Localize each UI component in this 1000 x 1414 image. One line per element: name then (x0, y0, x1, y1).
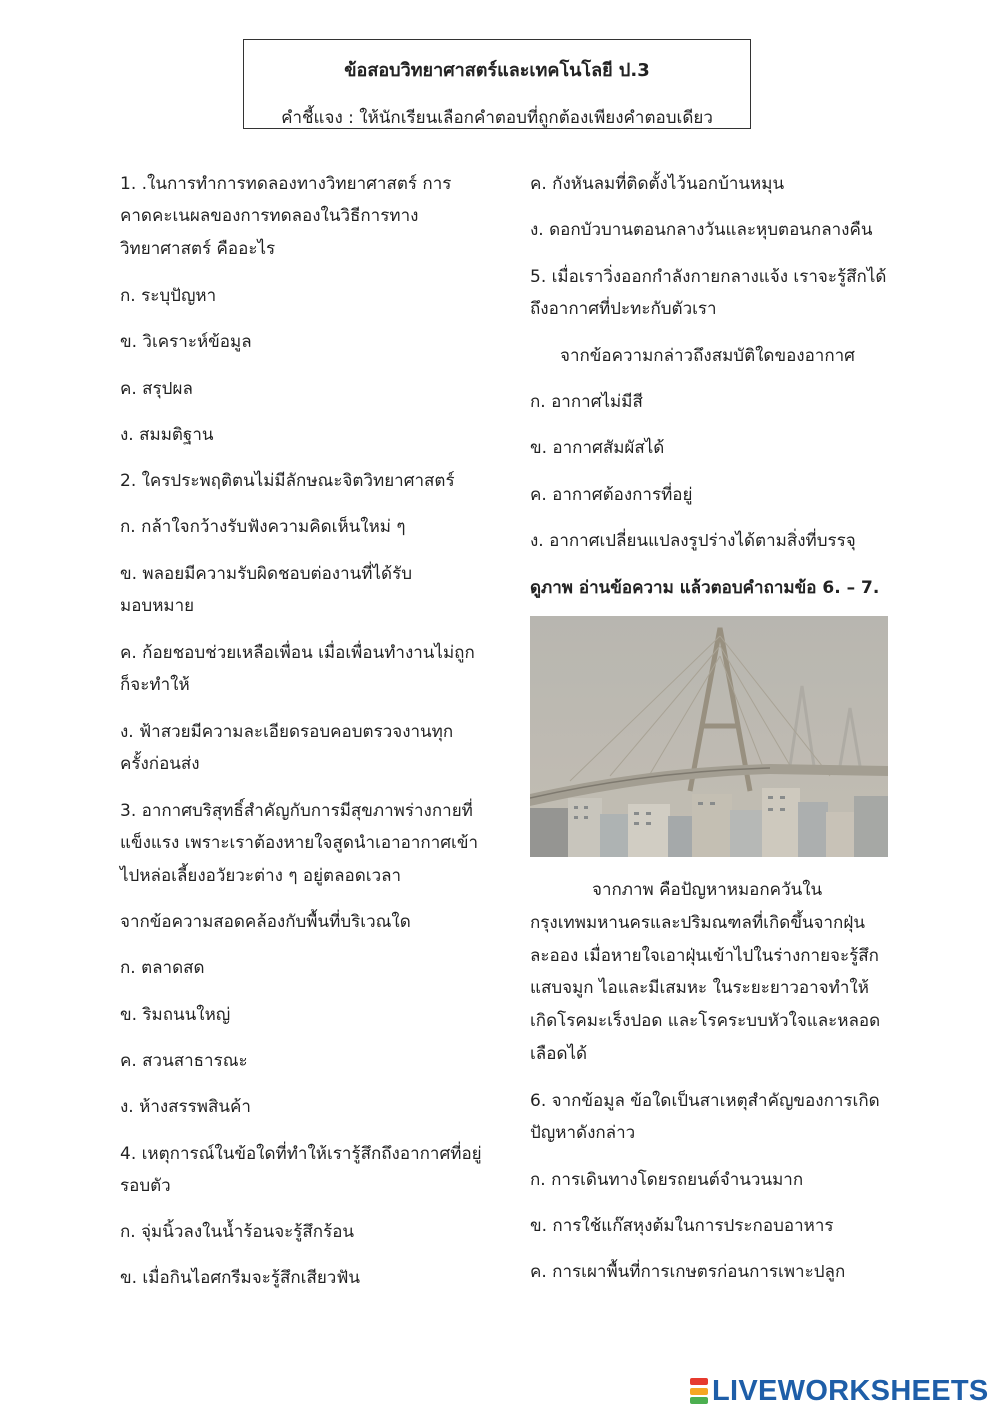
q5-line-2: ถึงอากาศที่ปะทะกับตัวเรา (530, 299, 717, 319)
worksheet-title: ข้อสอบวิทยาศาสตร์และเทคโนโลยี ป.3 (344, 60, 650, 81)
q3-option-c[interactable]: ค. สวนสาธารณะ (120, 1051, 248, 1071)
q5-option-d[interactable]: ง. อากาศเปลี่ยนแปลงรูปร่างได้ตามสิ่งที่บรรจุ (530, 531, 856, 551)
passage-line-6: เลือดได้ (530, 1044, 588, 1064)
liveworksheets-logo[interactable] (690, 1374, 989, 1408)
q5-option-a[interactable]: ก. อากาศไม่มีสี (530, 392, 643, 412)
q4-option-d[interactable]: ง. ดอกบัวบานตอนกลางวันและหุบตอนกลางคืน (530, 220, 873, 240)
q4-option-c[interactable]: ค. กังหันลมที่ติดตั้งไว้นอกบ้านหมุน (530, 174, 785, 194)
q1-line-1: 1. .ในการทำการทดลองทางวิทยาศาสตร์ การ (120, 174, 452, 194)
q2-option-b-line-2[interactable]: มอบหมาย (120, 596, 195, 616)
q4-line-1: 4. เหตุการณ์ในข้อใดที่ทำให้เรารู้สึกถึงอากาศที่อยู่ (120, 1144, 482, 1164)
q5-option-c[interactable]: ค. อากาศต้องการที่อยู่ (530, 485, 693, 505)
q2-option-a[interactable]: ก. กล้าใจกว้างรับฟังความคิดเห็นใหม่ ๆ (120, 517, 406, 537)
q5-option-b[interactable]: ข. อากาศสัมผัสได้ (530, 438, 665, 458)
q3-line-3: ไปหล่อเลี้ยงอวัยวะต่าง ๆ อยู่ตลอดเวลา (120, 866, 402, 886)
q6-option-a[interactable]: ก. การเดินทางโดยรถยนต์จำนวนมาก (530, 1170, 804, 1190)
logo-mark-icon (690, 1378, 708, 1404)
header-box (243, 39, 751, 129)
logo-bar-1 (690, 1378, 708, 1385)
passage-line-4: แสบจมูก ไอและมีเสมหะ ในระยะยาวอาจทำให้ (530, 978, 869, 998)
smog-bridge-photo (530, 616, 888, 857)
q3-line-4: จากข้อความสอดคล้องกับพื้นที่บริเวณใด (120, 912, 411, 932)
passage-line-5: เกิดโรคมะเร็งปอด และโรคระบบหัวใจและหลอด (530, 1011, 881, 1031)
q2-option-d-line-1[interactable]: ง. ฟ้าสวยมีความละเอียดรอบคอบตรวจงานทุก (120, 722, 454, 742)
q3-line-1: 3. อากาศบริสุทธิ์สำคัญกับการมีสุขภาพร่างกายที่ (120, 801, 473, 821)
q1-line-2: คาดคะเนผลของการทดลองในวิธีการทาง (120, 206, 419, 226)
q6-line-2: ปัญหาดังกล่าว (530, 1123, 636, 1143)
q2-option-c-line-1[interactable]: ค. ก้อยชอบช่วยเหลือเพื่อน เมื่อเพื่อนทำงานไม่ถูก (120, 643, 475, 663)
q3-line-2: แข็งแรง เพราะเราต้องหายใจสูดนำเอาอากาศเข้า (120, 833, 479, 853)
q2-option-c-line-2[interactable]: ก็จะทำให้ (120, 675, 190, 695)
q3-option-d[interactable]: ง. ห้างสรรพสินค้า (120, 1097, 251, 1117)
passage-line-1: จากภาพ คือปัญหาหมอกควันใน (592, 880, 823, 900)
q5-line-1: 5. เมื่อเราวิ่งออกกำลังกายกลางแจ้ง เราจะรู้สึกได้ (530, 267, 887, 287)
q1-line-3: วิทยาศาสตร์ คืออะไร (120, 239, 276, 259)
q5-line-3: จากข้อความกล่าวถึงสมบัติใดของอากาศ (560, 346, 855, 366)
q1-option-c[interactable]: ค. สรุปผล (120, 379, 193, 399)
q6-option-c[interactable]: ค. การเผาพื้นที่การเกษตรก่อนการเพาะปลูก (530, 1262, 846, 1282)
q2-option-b-line-1[interactable]: ข. พลอยมีความรับผิดชอบต่องานที่ได้รับ (120, 564, 412, 584)
passage-line-2: กรุงเทพมหานครและปริมณฑลที่เกิดขึ้นจากฝุ่น (530, 913, 865, 933)
q2-option-d-line-2[interactable]: ครั้งก่อนส่ง (120, 754, 200, 774)
q6-line-1: 6. จากข้อมูล ข้อใดเป็นสาเหตุสำคัญของการเกิด (530, 1091, 880, 1111)
q1-option-d[interactable]: ง. สมมติฐาน (120, 425, 214, 445)
q6-option-b[interactable]: ข. การใช้แก๊สหุงต้มในการประกอบอาหาร (530, 1216, 834, 1236)
logo-bar-3 (690, 1397, 708, 1404)
q1-option-b[interactable]: ข. วิเคราะห์ข้อมูล (120, 332, 252, 352)
q3-option-a[interactable]: ก. ตลาดสด (120, 958, 205, 978)
q3-option-b[interactable]: ข. ริมถนนใหญ่ (120, 1005, 231, 1025)
section-heading: ดูภาพ อ่านข้อความ แล้วตอบคำถามข้อ 6. – 7. (530, 578, 880, 598)
passage-line-3: ละออง เมื่อหายใจเอาฝุ่นเข้าไปในร่างกายจะรู้สึก (530, 946, 879, 966)
q4-line-2: รอบตัว (120, 1176, 171, 1196)
q4-option-b[interactable]: ข. เมื่อกินไอศกรีมจะรู้สึกเสียวฟัน (120, 1268, 360, 1288)
q1-option-a[interactable]: ก. ระบุปัญหา (120, 286, 217, 306)
instructions: คำชี้แจง : ให้นักเรียนเลือกคำตอบที่ถูกต้องเพียงคำตอบเดียว (281, 108, 713, 128)
q2-question: 2. ใครประพฤติตนไม่มีลักษณะจิตวิทยาศาสตร์ (120, 471, 455, 491)
logo-text: LIVEWORKSHEETS (712, 1374, 989, 1407)
logo-bar-2 (690, 1388, 708, 1395)
q4-option-a[interactable]: ก. จุ่มนิ้วลงในน้ำร้อนจะรู้สึกร้อน (120, 1222, 355, 1242)
